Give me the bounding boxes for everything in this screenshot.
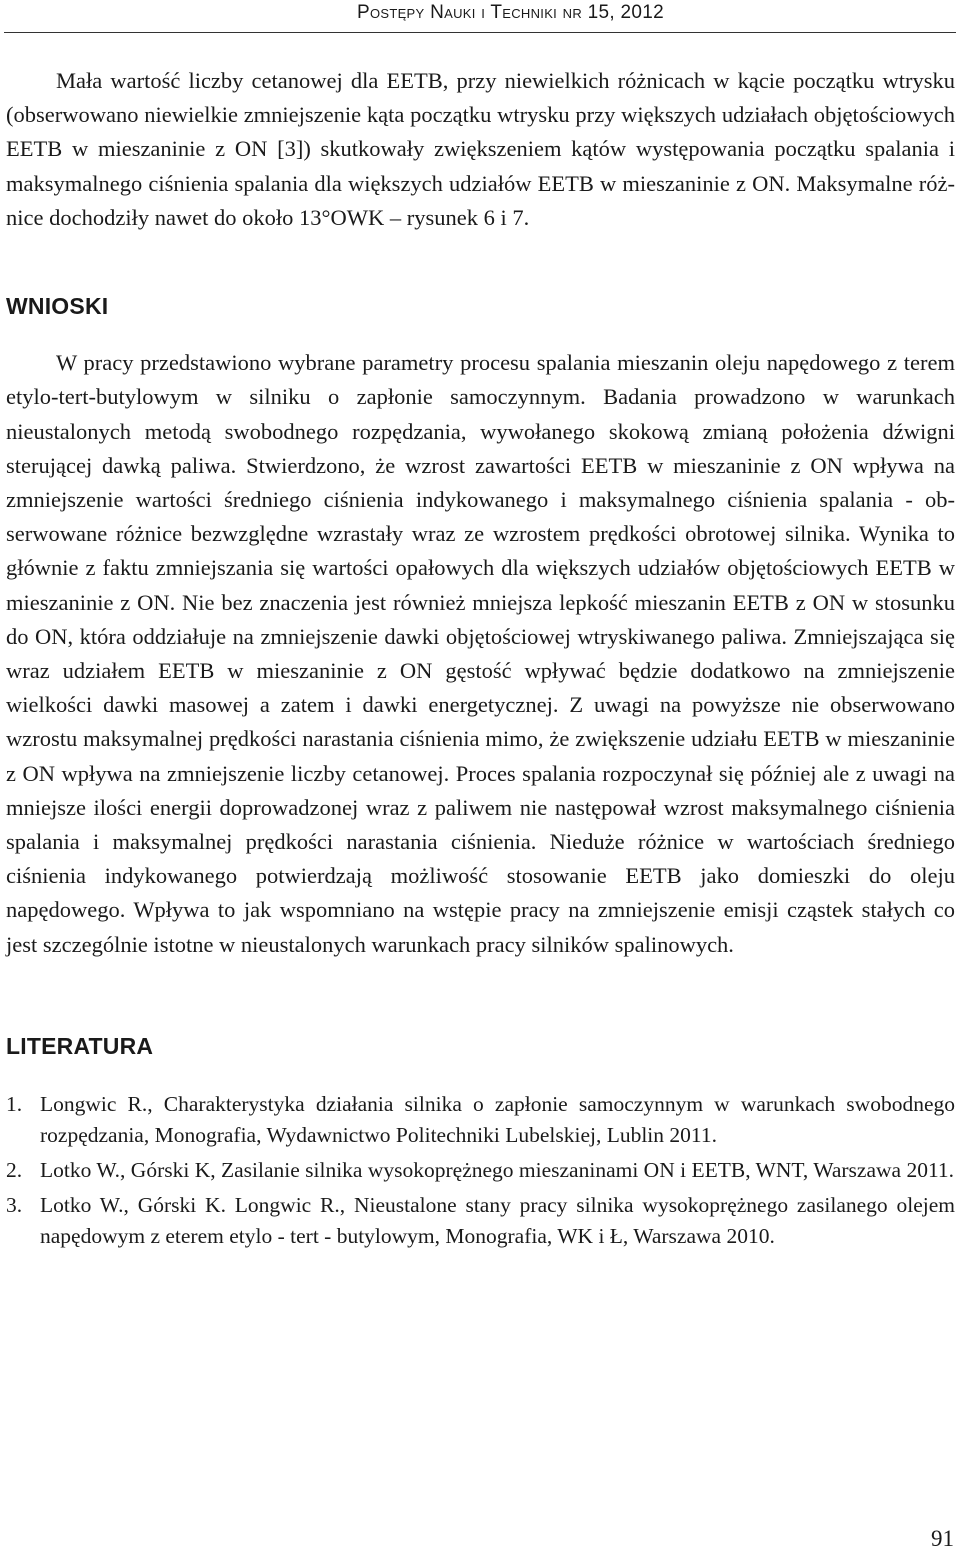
reference-text: Lotko W., Górski K, Zasilanie silnika wysokoprężnego mieszaninami ON i EETB, WNT, Warszawa 2011. [40,1158,955,1183]
intro-paragraph: Mała wartość liczby cetanowej dla EETB, przy niewielkich różnicach w kącie początku wtrysku (obserwowano niewielkie zmniejszenie kąta początku wtrysku przy większych udziałach objętościowych EETB w mieszaninie z ON [3]) skutkowały zwiększeniem kątów występowania początku spalania i maksymalnego ciśnienia spalania dla większych udziałów EETB w mieszaninie z ON. Maksymalne różnice dochodziły nawet do około 13°OWK – rysunek 6 i 7. [6,68,955,230]
reference-text: Longwic R., Charakterystyka działania silnika o zapłonie samoczynnym w warunkach swobodnego rozpędzania, Monografia, Wydawnictwo Politechniki Lubelskiej, Lublin 2011. [40,1092,955,1148]
reference-item [6,1155,955,1186]
page-number: 91 [931,1526,954,1551]
running-head: Postępy Nauki i Techniki nr 15, 2012 [356,2,664,23]
page-content [6,64,955,1256]
conclusions-heading: WNIOSKI [6,293,109,320]
reference-item [6,1190,955,1252]
reference-number: 2. [6,1158,23,1183]
conclusions-paragraph: W pracy przedstawiono wybrane parametry procesu spalania mieszanin oleju napędowego z terem etylo-tert-butylowym w silniku o zapłonie samoczynnym. Badania prowadzono w warunkach nieustalonych metodą swobodnego rozpędzania, wywołanego skokową zmianą położenia dźwigni sterującej dawką paliwa. Stwierdzono, że wzrost zawartości EETB w mieszaninie z ON wpływa na zmniejszenie wartości średniego ciśnienia indykowanego i maksymalnego ciśnienia spalania - obserwowane różnice bezwzględne wzrastały wraz ze wzrostem prędkości obrotowej silnika. Wynika to głównie z faktu zmniejszania się wartości opałowych dla większych udziałów objętościowych EETB w mieszaninie z ON. Nie bez znaczenia jest również mniejsza lepkość mieszanin EETB z ON w stosunku do ON, która oddziałuje na zmniejszenie dawki objętościowej wtryskiwanego paliwa. Zmniejszająca się wraz udziałem EETB w mieszaninie z ON gęstość wpływać będzie dodatkowo na zmniejszenie wielkości dawki masowej a zatem i dawki energetycznej. Z uwagi na powyższe nie obserwowano wzrostu maksymalnej prędkości narastania ciśnienia mimo, że zwiększenie udziału EETB w mieszaninie z ON wpływa na zmniejszenie liczby cetanowej. Proces spalania rozpoczynał się później ale z uwagi na mniejsze ilości energii doprowadzonej wraz z paliwem nie następował wzrost maksymalnego ciśnienia spalania i maksymalnej prędkości narastania ciśnienia. Nieduże różnice w wartościach średniego ciśnienia indykowanego potwierdzają możliwość stosowanie EETB jako domieszki do oleju napędowego. Wpływa to jak wspomniano na wstępie pracy na zmniejszenie emisji cząstek stałych co jest szczególnie istotne w nieustalonych warunkach pracy silników spalinowych. [6,350,955,957]
reference-list [6,1089,955,1252]
reference-item [6,1089,955,1151]
literature-heading: LITERATURA [6,1032,154,1059]
reference-number: 1. [6,1092,23,1117]
reference-text: Lotko W., Górski K. Longwic R., Nieustalone stany pracy silnika wysokoprężnego zasilanego olejem napędowym z eterem etylo - tert - butylowym, Monografia, WK i Ł, Warszawa 2010. [40,1193,955,1249]
header-rule [4,32,956,33]
reference-number: 3. [6,1193,23,1218]
